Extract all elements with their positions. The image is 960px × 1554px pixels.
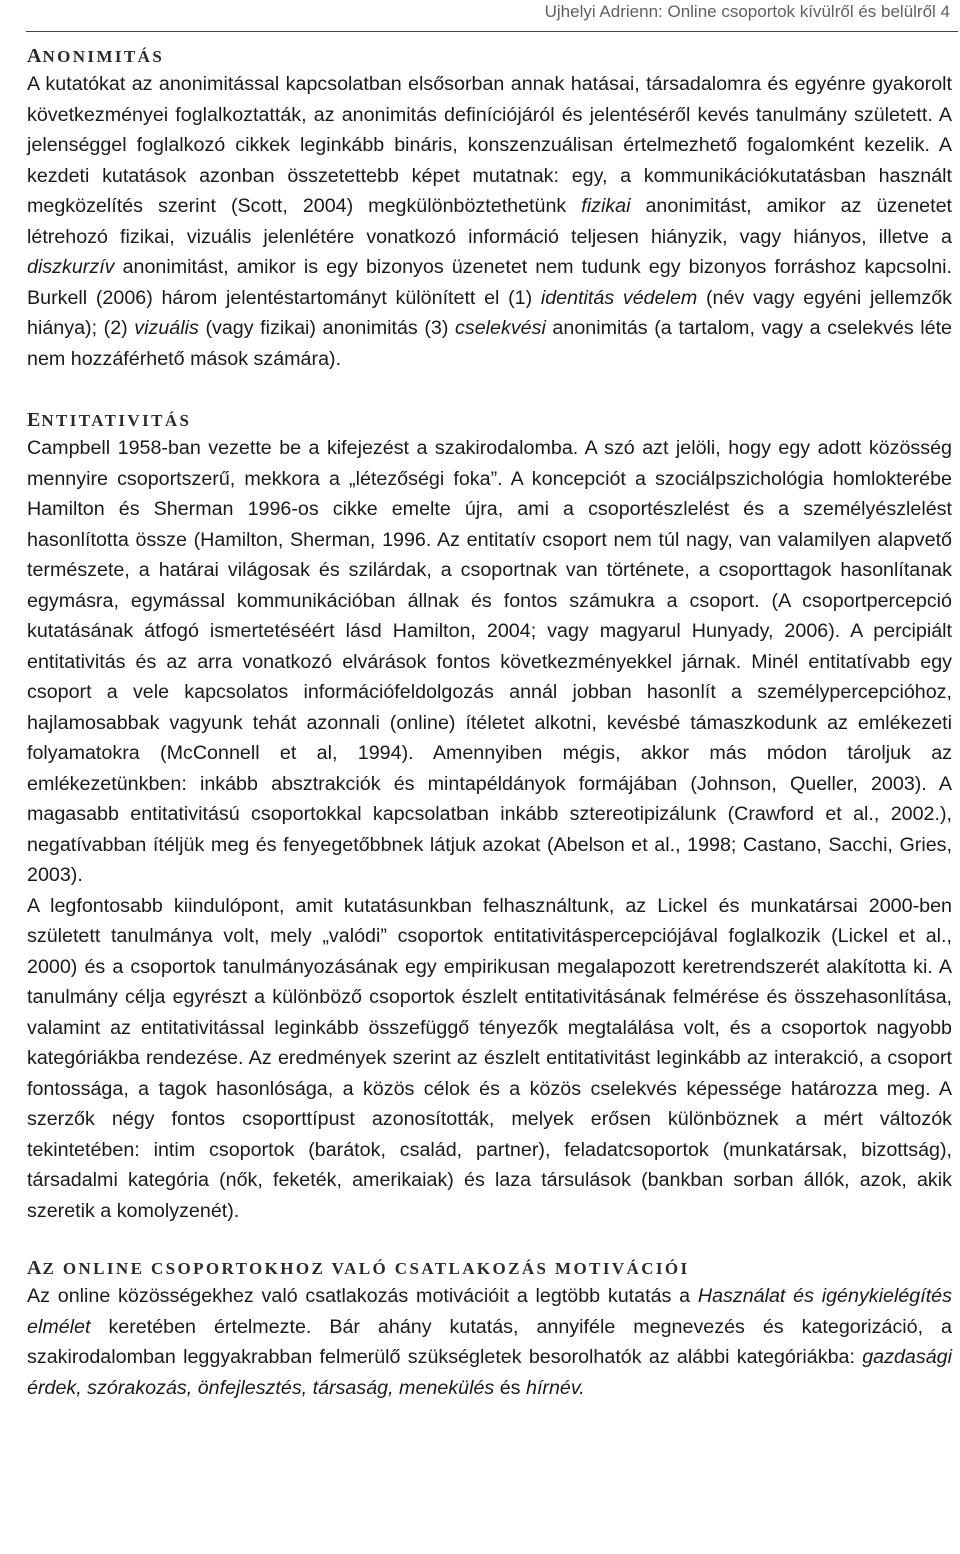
section-anonimitas [27, 44, 952, 374]
paragraph [27, 433, 952, 891]
section-motivaciok [27, 1256, 952, 1403]
header-rule [26, 31, 958, 32]
document-body [27, 44, 952, 1403]
text-run: A kutatókat az anonimitással kapcsolatban elsősorban annak hatásai, társadalomra és egyénre gyakorolt következményei foglalkoztatták, az anonimitás definíciójáról és jelentéséről kevés tanulmány született. A jelenséggel foglalkozó cikkek leginkább bináris, konszenzuálisan értelmezhető fogalomként kezelik. A kezdeti kutatások azonban összetettebb képet mutatnak: egy, a kommunikációkutatásban használt megközelítés szerint (Scott, 2004) megkülönböztethetünk [27, 73, 952, 217]
text-run: anonimitást, amikor is egy bizonyos üzenetet nem tudunk egy bizonyos forráshoz kapcsolni. Burkell (2006) három jelentéstartományt különített el (1) [27, 256, 952, 309]
running-header [0, 0, 960, 34]
text-run: keretében értelmezte. Bár ahány kutatás, annyiféle megnevezés és kategorizáció, a szakirodalomban leggyakrabban felmerülő szükségletek besorolhatók az alábbi kategóriákba: [27, 1315, 952, 1368]
italic-run: identitás védelem [540, 286, 698, 309]
italic-run: fizikai [581, 195, 631, 217]
text-run: és [494, 1376, 526, 1399]
text-run: A legfontosabb kiindulópont, amit kutatásunkban felhasználtunk, az Lickel és munkatársai 2000-ben született tanulmánya volt, mely „valódi” csoportok entitativitáspercepciójával foglalkozik (Lickel et al., 2000) és a csoportok tanulmányozásának egy empirikusan megalapozott keretrendszerét alakította ki. A tanulmány célja egyrészt a különböző csoportok észlelt entitativitásának felmérése és összehasonlítása, valamint az entitativitással leginkább összefüggő tényezők megtalálása volt, és a csoportok nagyobb kategóriákba rendezése. Az eredmények szerint az észlelt entitativitást leginkább az interakció, a csoport fontossága, a tagok hasonlósága, a közös célok és a közös cselekvés képessége határozza meg. A szerzők négy fontos csoporttípust azonosították, melyek erősen különböznek a mért változók tekintetében: intim csoportok (barátok, család, partner), feladatcsoportok (munkatársak, bizottság), társadalmi kategória (nők, feketék, amerikaiak) és laza társulások (bankban sorban állók, azok, akik szeretik a komolyzenét). [27, 894, 952, 1222]
paragraph [27, 891, 952, 1227]
italic-run: diszkurzív [27, 256, 115, 278]
section-heading: ENTITATIVITÁS [27, 409, 192, 431]
text-run: (vagy fizikai) anonimitás (3) [198, 317, 456, 339]
italic-run: Használat és igénykielégítés elmélet [27, 1285, 952, 1338]
running-title: Ujhelyi Adrienn: Online csoportok kívülről és belülről 4 [544, 2, 950, 21]
text-run: Az online közösségekhez való csatlakozás motivációit a legtöbb kutatás a [27, 1285, 698, 1307]
paragraph [27, 1281, 952, 1403]
text-run: anonimitás (a tartalom, vagy a cselekvés léte nem hozzáférhető mások számára). [27, 317, 953, 370]
section-heading: AZ ONLINE CSOPORTOKHOZ VALÓ CSATLAKOZÁS MOTIVÁCIÓI [27, 1257, 690, 1279]
text-run: anonimitást, amikor az üzenetet létrehozó fizikai, vizuális jelenlétére vonatkozó információ teljesen hiányzik, vagy hiányos, illetve a [27, 195, 952, 248]
section-heading: ANONIMITÁS [27, 45, 165, 67]
text-run: Campbell 1958-ban vezette be a kifejezést a szakirodalomba. A szó azt jelöli, hogy egy adott közösség mennyire csoportszerű, mekkora a „létezőségi foka”. A koncepciót a szociálpszichológia homlokterébe Hamilton és Sherman 1996-os cikke emelte újra, ami a csoportészlelést és a személyészlelést hasonlította össze (Hamilton, Sherman, 1996. Az entitatív csoport nem túl nagy, van valamilyen alapvető természete, a határai világosak és szilárdak, a csoportnak van története, a csoporttagok hasonlítanak egymásra, egymással kommunikációban állnak és fontos számukra a csoport. (A csoportpercepció kutatásának átfogó ismertetéséért lásd Hamilton, 2004; vagy magyarul Hunyady, 2006). A percipiált entitativitás és az arra vonatkozó elvárások fontos következményekkel járnak. Minél entitatívabb egy csoport a vele kapcsolatos információfeldolgozás annál jobban hasonlít a személypercepcióhoz, hajlamosabbak vagyunk tehát azonnali (online) ítéletet alkotni, kevésbé támaszkodunk az emlékezeti folyamatokra (McConnell et al, 1994). Amennyiben mégis, akkor más módon tároljuk az emlékezetünkben: inkább absztrakciók és mintapéldányok formájában (Johnson, Queller, 2003). A magasabb entitativitású csoportokkal kapcsolatban inkább sztereotipizálunk (Crawford et al., 2002.), negatívabban ítéljük meg és fenyegetőbbnek látjuk azokat (Abelson et al., 1998; Castano, Sacchi, Gries, 2003). [27, 437, 952, 886]
italic-run: cselekvési [455, 317, 546, 339]
italic-run: gazdasági érdek, szórakozás, önfejlesztés, társaság, menekülés [27, 1346, 952, 1399]
text-run: (név vagy egyéni jellemzők hiánya); (2) [27, 286, 953, 339]
italic-run: hírnév. [526, 1376, 585, 1399]
italic-run: vizuális [134, 317, 199, 339]
section-entitativitas [27, 408, 952, 1226]
paragraph [27, 69, 952, 374]
